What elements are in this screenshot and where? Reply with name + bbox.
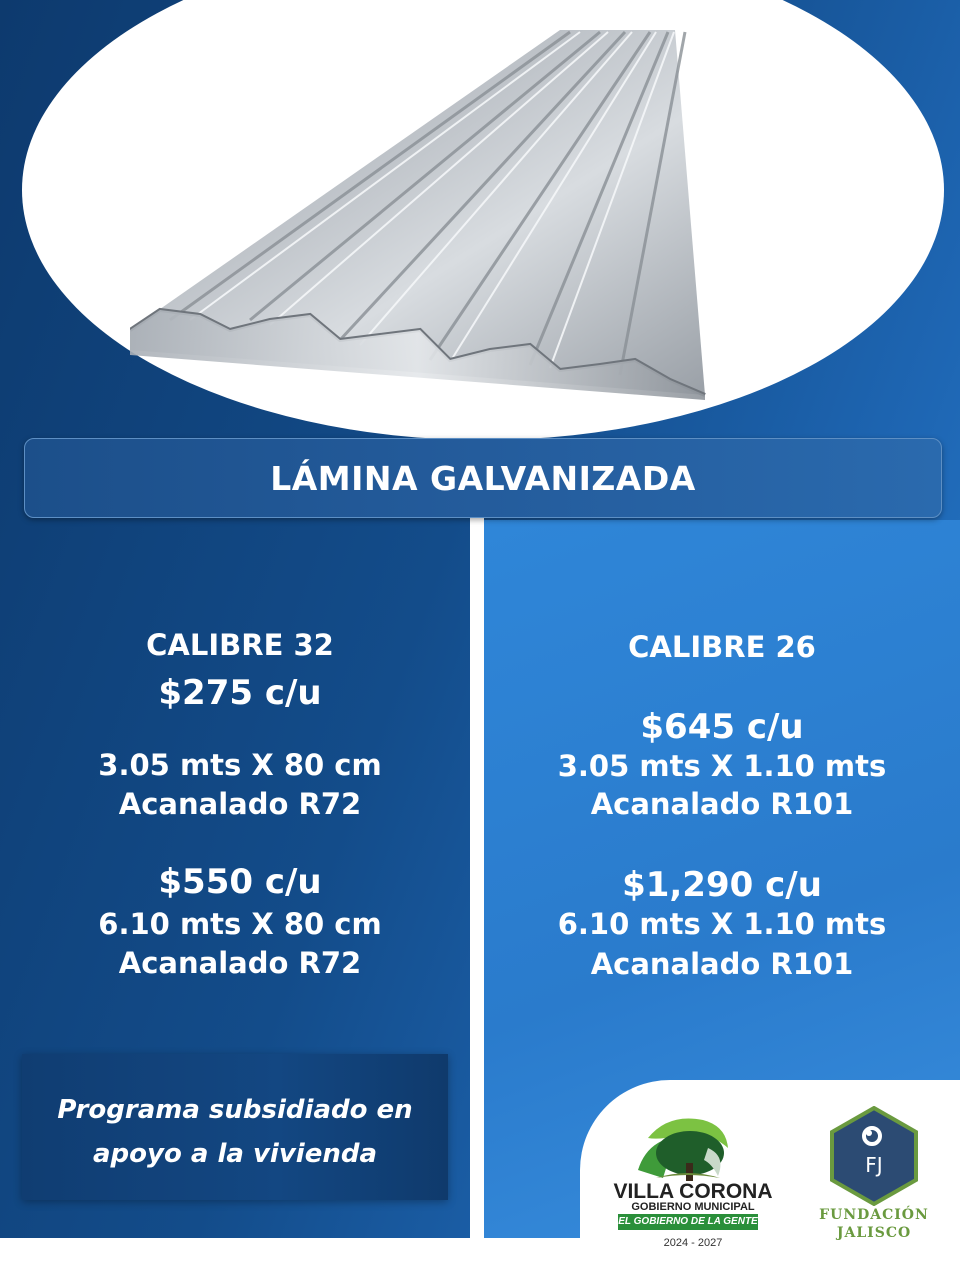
title-banner — [24, 438, 942, 518]
program-line-2: apoyo a la vivienda — [92, 1139, 377, 1169]
fundacion-jalisco-name — [800, 1206, 948, 1242]
calibre-26-heading: CALIBRE 26 — [628, 630, 816, 664]
calibre-26-profile-2: Acanalado R101 — [590, 947, 854, 981]
column-divider — [470, 518, 484, 1238]
fundacion-jalisco-line-1: FUNDACIÓN — [819, 1207, 929, 1223]
calibre-32-size-1: 3.05 mts X 80 cm — [98, 748, 382, 782]
calibre-32-size-2: 6.10 mts X 80 cm — [98, 907, 382, 941]
calibre-26-price-2: $1,290 c/u — [622, 865, 822, 905]
calibre-26-size-2: 6.10 mts X 1.10 mts — [557, 907, 887, 941]
villa-corona-title: VILLA CORONA — [613, 1180, 773, 1203]
program-text — [22, 1088, 448, 1176]
calibre-32-price-2: $550 c/u — [158, 862, 322, 902]
villa-corona-subtitle: GOBIERNO MUNICIPAL — [631, 1201, 755, 1213]
calibre-32-price-1: $275 c/u — [158, 673, 322, 713]
calibre-26-size-1: 3.05 mts X 1.10 mts — [557, 749, 887, 783]
galvanized-sheet-image — [130, 20, 710, 400]
villa-corona-years: 2024 - 2027 — [663, 1237, 723, 1249]
calibre-26-price-1: $645 c/u — [640, 707, 804, 747]
villa-corona-tagline: EL GOBIERNO DE LA GENTE — [618, 1214, 758, 1230]
calibre-32-heading: CALIBRE 32 — [146, 628, 334, 662]
program-notice — [22, 1054, 448, 1200]
product-title: LÁMINA GALVANIZADA — [270, 458, 696, 498]
calibre-32-profile-1: Acanalado R72 — [118, 787, 362, 821]
program-line-1: Programa subsidiado en — [57, 1095, 413, 1125]
fundacion-jalisco-line-2: JALISCO — [836, 1225, 912, 1241]
hexagon-fj-icon — [824, 1106, 924, 1206]
calibre-26-profile-1: Acanalado R101 — [590, 787, 854, 821]
fj-monogram: FJ — [865, 1153, 883, 1177]
calibre-32-profile-2: Acanalado R72 — [118, 946, 362, 980]
